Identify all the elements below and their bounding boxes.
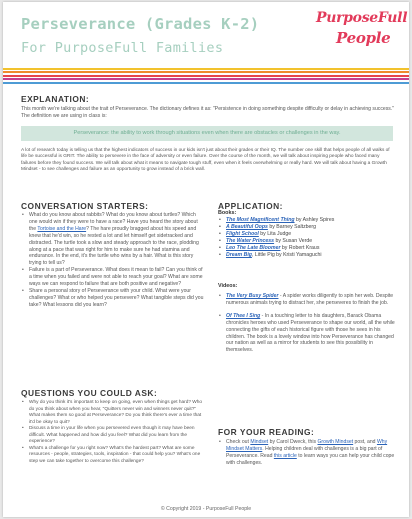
- book-link[interactable]: A Beautiful Oops: [226, 224, 268, 231]
- application-heading: APPLICATION:: [218, 201, 283, 211]
- copyright-footer: © Copyright 2019 - PurposeFull People: [160, 506, 252, 512]
- books-label: Books:: [218, 210, 237, 216]
- video-description: - In a touching letter to his daughters, Barack Obama chronicles heroes who used Perseverance to shape our world, all the while connecting the gifts of each historical figure with those he sees in his children. The book is a lovely window into how Perseverance has changed our nation as well as a mirror for students to see this possibility in themselves.: [226, 312, 395, 354]
- book-link[interactable]: Flight School: [226, 231, 259, 238]
- book-item: [218, 217, 396, 224]
- conversation-heading: CONVERSATION STARTERS:: [21, 201, 149, 211]
- logo-text-bottom: People: [336, 29, 391, 47]
- conversation-item: [21, 267, 205, 288]
- videos-list: [218, 293, 396, 354]
- conversation-item-text: Share a personal story of Perseverance with your child. What were your challenges? What or who helped you persevere? What tangible steps did you take? What lessons did you learn?: [29, 287, 204, 308]
- question-item: • Discuss a time in your life when you persevered even though it may have been difficult. What happened and how did you feel? What did you learn from the experience?: [21, 426, 205, 446]
- reading-item: [218, 439, 396, 467]
- video-link[interactable]: Of Thee I Sing: [226, 312, 261, 319]
- document-subtitle: For PurposeFull Families: [21, 40, 224, 56]
- book-item: [218, 224, 396, 231]
- book-item: [218, 245, 396, 252]
- book-link[interactable]: Dream Big: [226, 252, 252, 259]
- reading-text: to learn ways you can help your child cope with challenges.: [226, 452, 395, 466]
- questions-heading: QUESTIONS YOU COULD ASK:: [21, 388, 158, 398]
- books-list: [218, 217, 396, 260]
- book-link[interactable]: The Water Princess: [226, 238, 275, 245]
- book-author: by Lita Judge: [258, 231, 292, 238]
- book-author: by Ashley Spires: [294, 217, 335, 223]
- stripe-orange: [3, 71, 409, 73]
- book-link[interactable]: Leo The Late Bloomer: [226, 245, 281, 252]
- conversation-item-text: Failure is a part of Perseverance. What does it mean to fail? Can you think of a time when you failed and were not able to reach your goal? What are some ways we can respond to failure that are both positive and negative?: [29, 267, 203, 288]
- research-paragraph: A lot of research today is telling us that the highest indicators of success in our kids isn't just about their grades or their IQ. The number one skill that helps people of all walks of life be successful is GRIT. The ability to persevere in the face of adversity or even failure. Over the course of the month, we will talk about inspiring people who faced many failures before they found success. We will talk about what it means to navigate tough stuff, even when it feels overwhelming or really hard. We will talk about having a Growth Mindset - to see challenges and failure as an opportunity to grow instead of a brick wall.: [21, 148, 390, 173]
- book-link[interactable]: The Most Magnificent Thing: [226, 217, 295, 223]
- conversation-item: [21, 212, 205, 267]
- purposefull-people-logo: [316, 10, 408, 62]
- video-link[interactable]: The Very Busy Spider: [226, 293, 279, 299]
- document-page: [3, 2, 409, 517]
- stripe-magenta: [3, 78, 409, 80]
- question-item: • What's a challenge for you right now? What's the hardest part? What are some resources - people, strategies, tools, inspiration - that could help you? What's one step we can take together to overcome this challenge?: [21, 446, 205, 466]
- reading-text: Check out: [226, 439, 251, 445]
- conversation-list: [21, 212, 205, 309]
- book-author: , Little Pig by Kristi Yamaguchi: [251, 252, 322, 259]
- video-description: - A spider works diligently to spin her web. Despite numerous animals trying to distract her, she perseveres to finish the job.: [226, 293, 394, 306]
- tortoise-hare-link[interactable]: Tortoise and the Hare: [37, 225, 87, 232]
- definition-quote: Perseverance: the ability to work through situations even when there are obstacles or challenges in the way.: [21, 126, 393, 141]
- conversation-item-text: What do you know about rabbits? What do you know about turtles? Which one would win if they were to have a race? Have you heard the story about the: [29, 212, 198, 232]
- reading-text: post, and: [353, 439, 377, 445]
- reading-list: [218, 439, 396, 467]
- book-author: by Robert Kraus: [280, 245, 320, 252]
- growth-mindset-link[interactable]: Growth Mindset: [317, 439, 354, 445]
- document-title: Perseverance (Grades K-2): [21, 15, 260, 33]
- mindset-link[interactable]: Mindset: [250, 439, 269, 445]
- conversation-item: [21, 288, 205, 309]
- video-item: [218, 313, 396, 354]
- logo-text-top: PurposeFull: [316, 10, 408, 26]
- explanation-heading: EXPLANATION:: [21, 94, 90, 104]
- reading-text: . Helping children deal with challenges is a big part of Perseverance. Read: [226, 445, 383, 459]
- videos-label: Videos:: [218, 283, 238, 289]
- reading-text: by Carol Dweck, this: [268, 439, 318, 445]
- video-item: [218, 293, 396, 307]
- reading-heading: FOR YOUR READING:: [218, 427, 315, 437]
- stripe-red: [3, 75, 409, 77]
- why-mindset-matters-link[interactable]: Why Mindset Matters: [226, 439, 388, 452]
- rainbow-stripes: [3, 68, 409, 85]
- conversation-item-text-cont: ? The hare proudly bragged about his speed and knew that he'd win, so he rested a lot and let himself get sidetracked and distracted. The turtle took a slow and steady approach to the race, plodding along at a pace that was right for him to make sure he had stamina and endurance. In the end, it's the turtle who wins by a hair. What is this story trying to tell us?: [29, 225, 199, 267]
- book-item: [218, 231, 396, 238]
- question-item: • Why do you think it's important to keep on going, even when things get hard? Who do you think about when you hear, "Quitters never win and winners never quit?" What makes them so good at Perseverance? Do you think there's ever a time that it'd be okay to quit?: [21, 400, 205, 426]
- stripe-yellow: [3, 68, 409, 70]
- book-item: [218, 252, 396, 259]
- stripe-blue: [3, 82, 409, 84]
- article-link[interactable]: this article: [273, 452, 297, 459]
- book-author: by Susan Verde: [274, 238, 313, 245]
- book-author: by Barney Saltzberg: [267, 224, 317, 231]
- book-item: [218, 238, 396, 245]
- questions-list: [21, 400, 205, 465]
- explanation-paragraph: This month we're talking about the trait of Perseverance. The dictionary defines it as: "Persistence in doing something despite difficulty or delay in achieving success." The definition we are using in class is:: [21, 106, 395, 119]
